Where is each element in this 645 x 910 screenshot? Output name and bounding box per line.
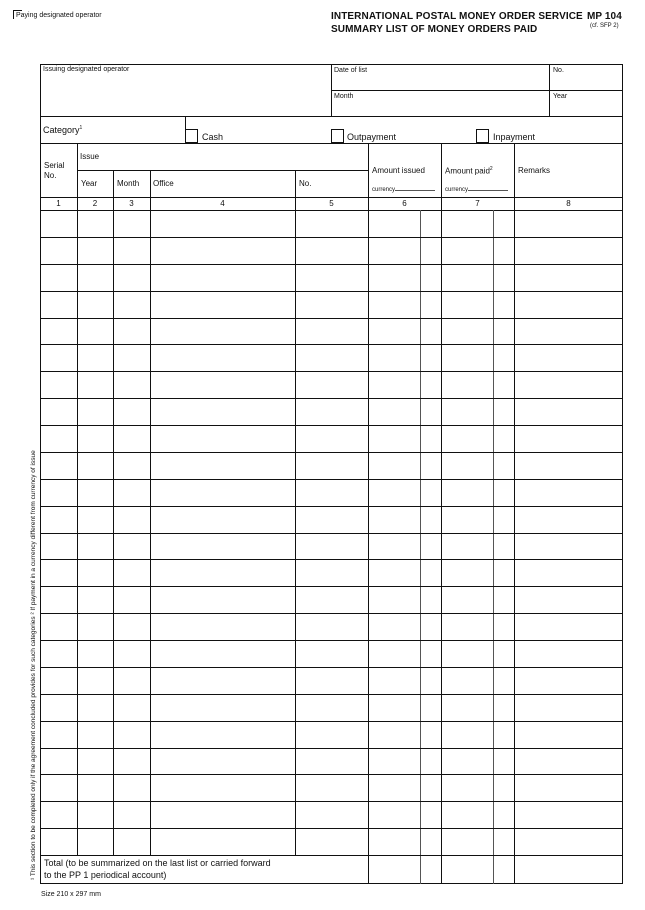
col-month: Month: [117, 179, 140, 188]
inpayment-label: Inpayment: [493, 132, 536, 142]
col-serial-no: Serial No.: [44, 161, 65, 180]
cash-checkbox[interactable]: [185, 129, 198, 143]
table-row[interactable]: [41, 399, 622, 425]
table-row[interactable]: [41, 534, 622, 560]
table-row[interactable]: [41, 695, 622, 721]
outpayment-checkbox[interactable]: [331, 129, 344, 143]
col-number-3: 3: [129, 199, 134, 208]
date-of-list-field[interactable]: Date of list: [334, 67, 368, 74]
currency-paid[interactable]: currency: [445, 187, 508, 193]
outpayment-label: Outpayment: [347, 132, 397, 142]
category-label: Category$^1$: [43, 125, 83, 135]
form-title-line2: SUMMARY LIST OF MONEY ORDERS PAID: [331, 24, 538, 35]
year-field[interactable]: Year: [553, 93, 568, 100]
col-issue: Issue: [80, 152, 100, 161]
table-row[interactable]: [41, 668, 622, 694]
table-row[interactable]: [41, 292, 622, 318]
table-row[interactable]: [41, 749, 622, 775]
col-remarks: Remarks: [518, 166, 551, 175]
total-line2: to the PP 1 periodical account): [44, 870, 167, 880]
col-office: Office: [153, 179, 174, 188]
table-row[interactable]: [41, 319, 622, 345]
table-row[interactable]: [41, 722, 622, 748]
col-amount-issued: Amount issued: [372, 166, 425, 175]
currency-issued[interactable]: currency: [372, 187, 435, 193]
form-title-line1: INTERNATIONAL POSTAL MONEY ORDER SERVICE: [331, 11, 583, 22]
table-row[interactable]: [41, 453, 622, 479]
form-ref: (cf. SFP 2): [590, 23, 619, 29]
size-note: Size 210 x 297 mm: [41, 891, 101, 898]
table-row[interactable]: [41, 587, 622, 613]
col-number-4: 4: [220, 199, 225, 208]
table-row[interactable]: [41, 265, 622, 291]
table-row[interactable]: [41, 238, 622, 264]
table-row[interactable]: [41, 426, 622, 452]
table-row[interactable]: [41, 614, 622, 640]
list-no-field[interactable]: No.: [553, 67, 564, 74]
col-number-6: 6: [402, 199, 407, 208]
month-field[interactable]: Month: [334, 93, 354, 100]
side-footnotes: ¹ This section to be completed only if the agreement concluded provides for such categories ² If payment in a currency different from currency of issue: [30, 450, 37, 880]
table-row[interactable]: [41, 372, 622, 398]
table-row[interactable]: [41, 211, 622, 237]
table-row[interactable]: [41, 507, 622, 533]
col-number-5: 5: [329, 199, 334, 208]
table-row[interactable]: [41, 480, 622, 506]
col-number-2: 2: [92, 199, 98, 208]
col-number-8: 8: [566, 199, 571, 208]
col-number-1: 1: [56, 199, 61, 208]
table-row[interactable]: [41, 560, 622, 586]
paying-operator-label: Paying designated operator: [16, 12, 102, 19]
inpayment-checkbox[interactable]: [476, 129, 489, 143]
table-row[interactable]: [41, 345, 622, 371]
table-row[interactable]: [41, 775, 622, 801]
table-row[interactable]: [41, 829, 622, 855]
cash-label: Cash: [202, 132, 224, 142]
col-year: Year: [81, 179, 98, 188]
table-row[interactable]: [41, 802, 622, 828]
issuing-operator-field[interactable]: Issuing designated operator: [43, 66, 130, 73]
form-code: MP 104: [587, 11, 622, 22]
col-amount-paid: Amount paid$^2$: [445, 166, 493, 176]
table-row[interactable]: [41, 641, 622, 667]
total-line1: Total (to be summarized on the last list or carried forward: [44, 858, 271, 868]
col-no: No.: [299, 179, 312, 188]
col-number-7: 7: [475, 199, 480, 208]
